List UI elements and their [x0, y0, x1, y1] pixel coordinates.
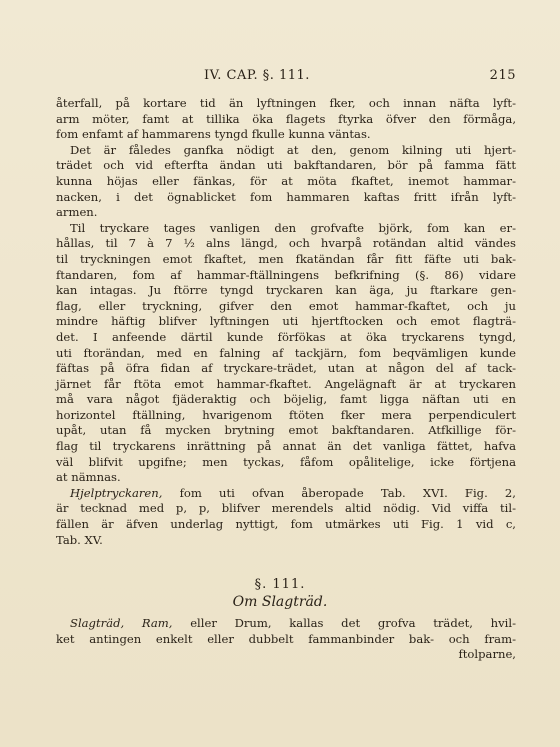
text-line: Til tryckare tages vanligen den grofvafte björk, fom kan er- — [70, 220, 516, 235]
text-line: kan intagas. Ju ftörre tyngd tryckaren kan äga, ju ftarkare gen- — [56, 283, 516, 298]
text-line: flag til tryckarens inrättning på annat än det vanliga fättet, hafva — [56, 439, 516, 454]
text-line: trädet och vid efterfta ändan uti bakftandaren, bör på famma fätt — [56, 158, 516, 173]
text-line: fäftas på öfra fidan af tryckare-trädet, utan at någon del af tack- — [56, 361, 516, 376]
section-title: Om Slagträd. — [232, 594, 328, 610]
text-line: järnet får ftöta emot hammar-fkaftet. Angelägnaft är at tryckaren — [56, 376, 516, 391]
text-line: är tecknad med p, p, blifver merendels altid nödig. Vid viffa til- — [56, 501, 516, 516]
text-line: armen. — [56, 205, 98, 220]
text-fragment: eller Drum, kallas det grofva trädet, hvil- — [172, 616, 517, 630]
text-line: må vara något fjäderaktig och böjelig, famt ligga näftan uti en — [56, 392, 516, 407]
italic-term: Hjelptryckaren, — [70, 485, 163, 500]
section-body — [56, 616, 516, 663]
text-line: fom enfamt af hammarens tyngd fkulle kunna väntas. — [56, 127, 371, 142]
text-line — [56, 616, 516, 632]
text-line: upåt, utan få mycken brytning emot bakftandaren. Atfkillige för- — [56, 423, 516, 438]
text-line: kunna höjas eller fänkas, för at möta fkaftet, inemot hammar- — [56, 173, 516, 188]
body-text — [56, 96, 516, 548]
text-fragment: fom uti ofvan åberopade Tab. XVI. Fig. 2, — [162, 485, 516, 500]
text-line: ket antingen enkelt eller dubbelt fammanbinder bak- och fram- — [56, 631, 516, 646]
running-head: IV. CAP. §. 111. — [204, 68, 310, 83]
italic-term: Slagträd, Ram, — [70, 616, 173, 630]
text-line: horizontel ftällning, hvarigenom ftöten fker mera perpendiculert — [56, 407, 516, 422]
paragraph-3 — [56, 221, 516, 486]
text-line: Tab. XV. — [56, 532, 103, 547]
section-number: §. 111. — [254, 577, 306, 592]
text-line: at nämnas. — [56, 470, 121, 485]
text-line: uti ftorändan, med en falning af tackjärn, fom beqvämligen kunde — [56, 345, 516, 360]
text-line: nacken, i det ögnablicket fom hammaren kaftas fritt ifrån lyft- — [56, 189, 516, 204]
text-line: väl blifvit upgifne; men tyckas, fåfom opålitelige, icke förtjena — [56, 454, 516, 469]
text-line — [56, 486, 516, 502]
text-line: arm möter, famt at tillika öka flagets ftyrka öfver den förmåga, — [56, 111, 516, 126]
paragraph-4 — [56, 486, 516, 548]
text-line: hållas, til 7 à 7 ½ alns längd, och hvarpå rotändan altid vändes — [56, 236, 516, 251]
section-paragraph — [56, 616, 516, 663]
text-line: ftolparne, — [458, 647, 516, 662]
text-line: fällen är äfven underlag nyttigt, fom utmärkes uti Fig. 1 vid c, — [56, 517, 516, 532]
text-line: ftandaren, fom af hammar-ftällningens befkrifning (§. 86) vidare — [56, 267, 516, 282]
text-line: det. I anfeende därtil kunde förfökas at öka tryckarens tyngd, — [56, 329, 516, 344]
text-line: til tryckningen emot fkaftet, men fkatändan får fitt fäfte uti bak- — [56, 251, 516, 266]
text-line: mindre häftig blifver lyftningen uti hjertftocken och emot flagträ- — [56, 314, 516, 329]
page-header — [56, 68, 516, 88]
page-number: 215 — [489, 68, 516, 83]
text-line: flag, eller tryckning, gifver den emot hammar-fkaftet, och ju — [56, 298, 516, 313]
text-line: Det är fåledes ganfka nödigt at den, genom kilning uti hjert- — [70, 142, 516, 157]
paragraph-1 — [56, 96, 516, 143]
paragraph-2 — [56, 143, 516, 221]
text-line: återfall, på kortare tid än lyftningen fker, och innan näfta lyft- — [56, 96, 516, 110]
